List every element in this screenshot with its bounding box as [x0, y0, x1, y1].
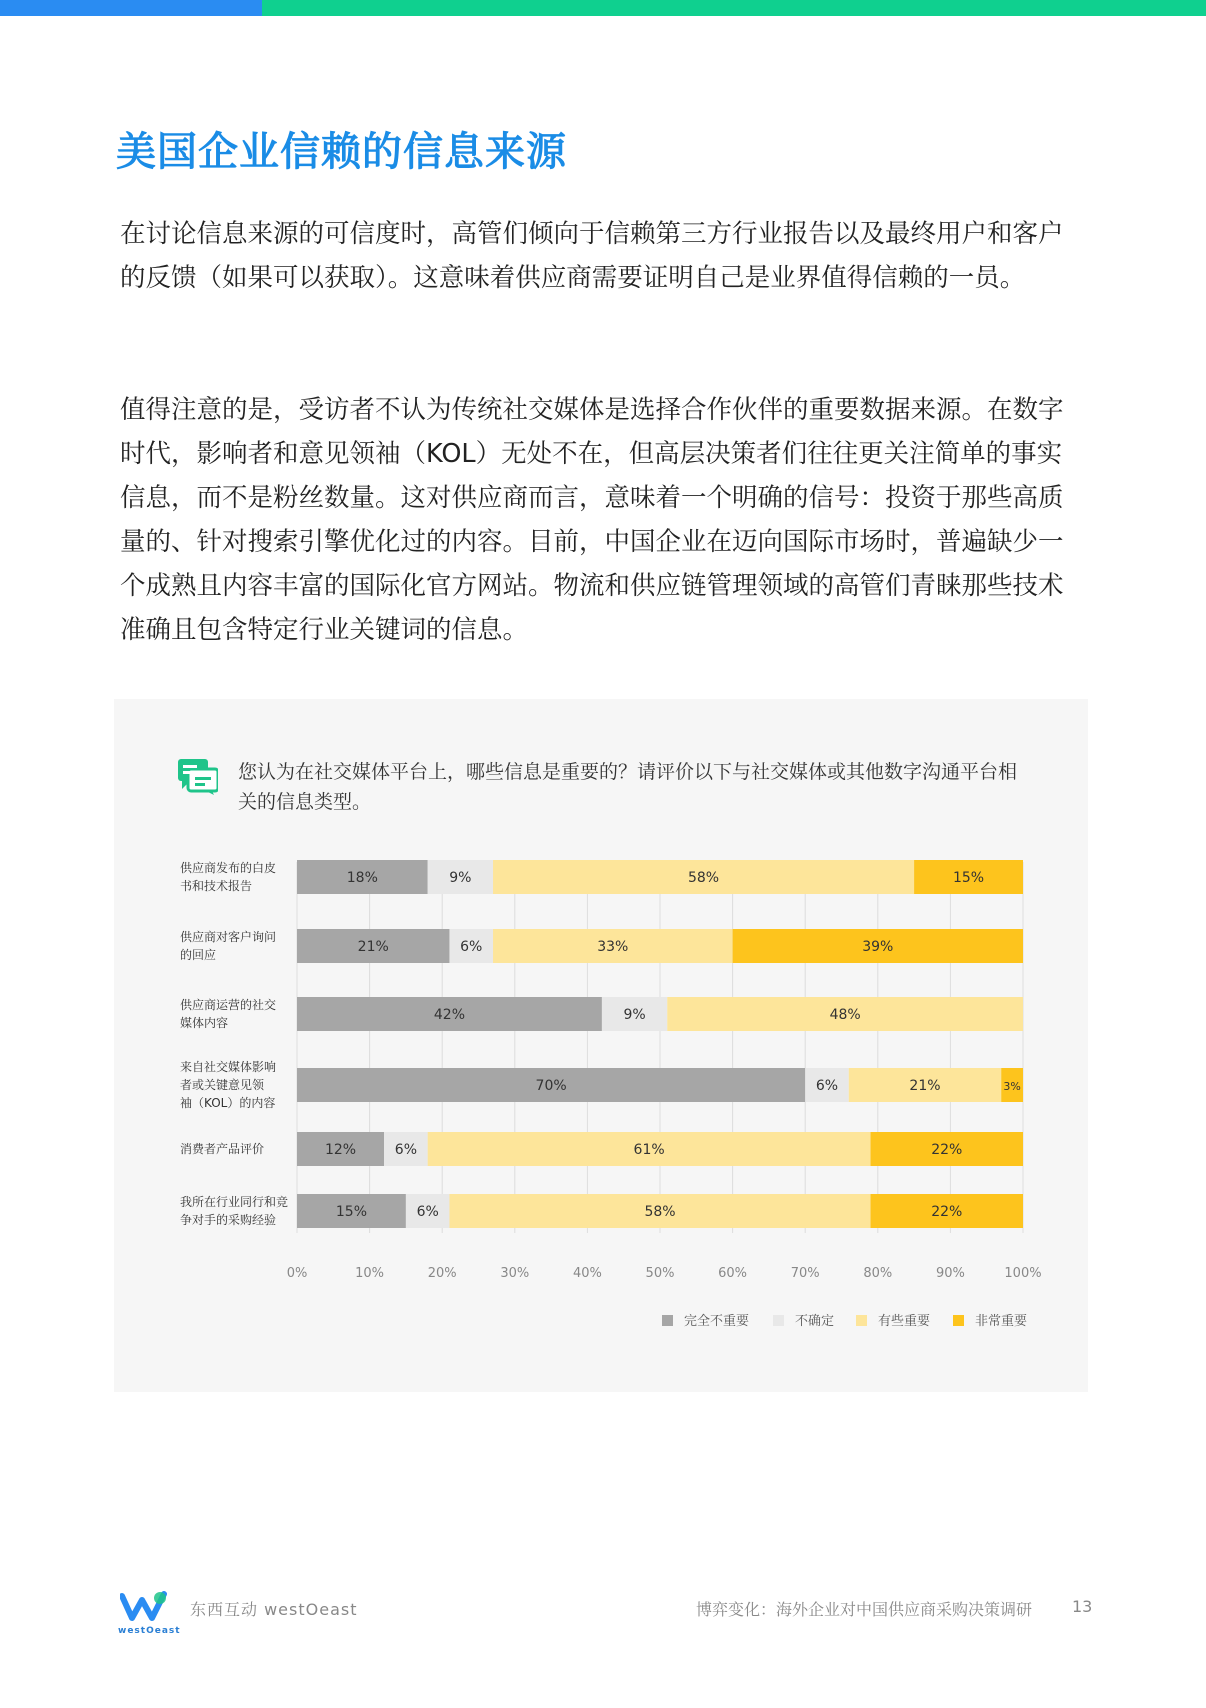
legend-swatch — [773, 1315, 784, 1326]
category-label: 来自社交媒体影响 — [180, 1060, 277, 1074]
x-tick-label: 100% — [1004, 1266, 1042, 1281]
x-tick-label: 50% — [645, 1266, 675, 1281]
data-label: 21% — [357, 939, 389, 955]
category-label: 我所在行业同行和竞 — [180, 1195, 289, 1209]
data-label: 21% — [909, 1078, 941, 1094]
data-label: 70% — [535, 1078, 567, 1094]
category-label: 的回应 — [180, 948, 217, 962]
data-label: 3% — [1003, 1080, 1021, 1093]
footer-brand: 东西互动 westOeast — [190, 1600, 358, 1619]
data-label: 61% — [633, 1142, 665, 1158]
data-label: 9% — [449, 870, 472, 886]
x-tick-label: 80% — [863, 1266, 893, 1281]
intro-paragraph: 在讨论信息来源的可信度时，高管们倾向于信赖第三方行业报告以及最终用户和客户的反馈（如果可以获取）。这意味着供应商需要证明自己是业界值得信赖的一员。 — [120, 219, 1064, 293]
category-label: 争对手的采购经验 — [180, 1213, 277, 1227]
category-label: 袖（KOL）的内容 — [180, 1096, 276, 1110]
data-label: 6% — [416, 1204, 439, 1220]
westoeast-logo-icon — [120, 1590, 168, 1624]
legend-label: 完全不重要 — [684, 1314, 750, 1329]
x-tick-label: 40% — [572, 1266, 602, 1281]
category-label: 者或关键意见领 — [180, 1078, 265, 1092]
legend-label: 不确定 — [795, 1314, 835, 1329]
legend-swatch — [953, 1315, 964, 1326]
data-label: 42% — [433, 1007, 466, 1023]
data-label: 6% — [394, 1142, 418, 1158]
category-label: 消费者产品评价 — [180, 1142, 265, 1156]
data-label: 39% — [862, 939, 894, 955]
legend-label: 非常重要 — [975, 1314, 1028, 1329]
legend-label: 有些重要 — [878, 1314, 931, 1329]
legend-swatch — [856, 1315, 867, 1326]
data-label: 15% — [952, 870, 985, 886]
category-label: 供应商运营的社交 — [180, 998, 277, 1012]
data-label: 22% — [931, 1204, 963, 1220]
data-label: 6% — [815, 1078, 839, 1094]
category-label: 媒体内容 — [180, 1016, 229, 1030]
data-label: 48% — [829, 1007, 861, 1023]
data-label: 12% — [324, 1142, 357, 1158]
category-label: 书和技术报告 — [180, 879, 253, 893]
page-number: 13 — [1072, 1597, 1093, 1616]
x-tick-label: 60% — [718, 1266, 748, 1281]
data-label: 58% — [644, 1204, 676, 1220]
x-tick-label: 20% — [427, 1266, 457, 1281]
data-label: 18% — [346, 870, 378, 886]
data-label: 9% — [623, 1007, 646, 1023]
data-label: 6% — [460, 939, 483, 955]
category-label: 供应商发布的白皮 — [180, 861, 277, 875]
body-paragraph: 值得注意的是，受访者不认为传统社交媒体是选择合作伙伴的重要数据来源。在数字时代，影响者和意见领袖（KOL）无处不在，但高层决策者们往往更关注简单的事实信息，而不是粉丝数量。这对供应商而言，意味着一个明确的信号：投资于那些高质量的、针对搜索引擎优化过的内容。目前，中国企业在迈向国际市场时，普遍缺少一个成熟且内容丰富的国际化官方网站。物流和供应链管理领域的高管们青睐那些技术准确且包含特定行业关键词的信息。 — [120, 395, 1064, 645]
page-title: 美国企业信赖的信息来源 — [116, 129, 567, 175]
chart-question: 您认为在社交媒体平台上，哪些信息是重要的？请评价以下与社交媒体或其他数字沟通平台相关的信息类型。 — [238, 761, 1018, 813]
legend-swatch — [662, 1315, 673, 1326]
x-tick-label: 10% — [355, 1266, 385, 1281]
x-tick-label: 30% — [500, 1266, 530, 1281]
data-label: 15% — [335, 1204, 368, 1220]
category-label: 供应商对客户询问 — [180, 930, 277, 944]
data-label: 22% — [931, 1142, 963, 1158]
x-tick-label: 70% — [790, 1266, 820, 1281]
footer-logo-text: westOeast — [118, 1626, 181, 1636]
x-tick-label: 90% — [935, 1266, 965, 1281]
data-label: 58% — [687, 870, 720, 886]
footer-report-title: 博弈变化：海外企业对中国供应商采购决策调研 — [696, 1600, 1033, 1619]
data-label: 33% — [597, 939, 629, 955]
x-tick-label: 0% — [286, 1266, 308, 1281]
